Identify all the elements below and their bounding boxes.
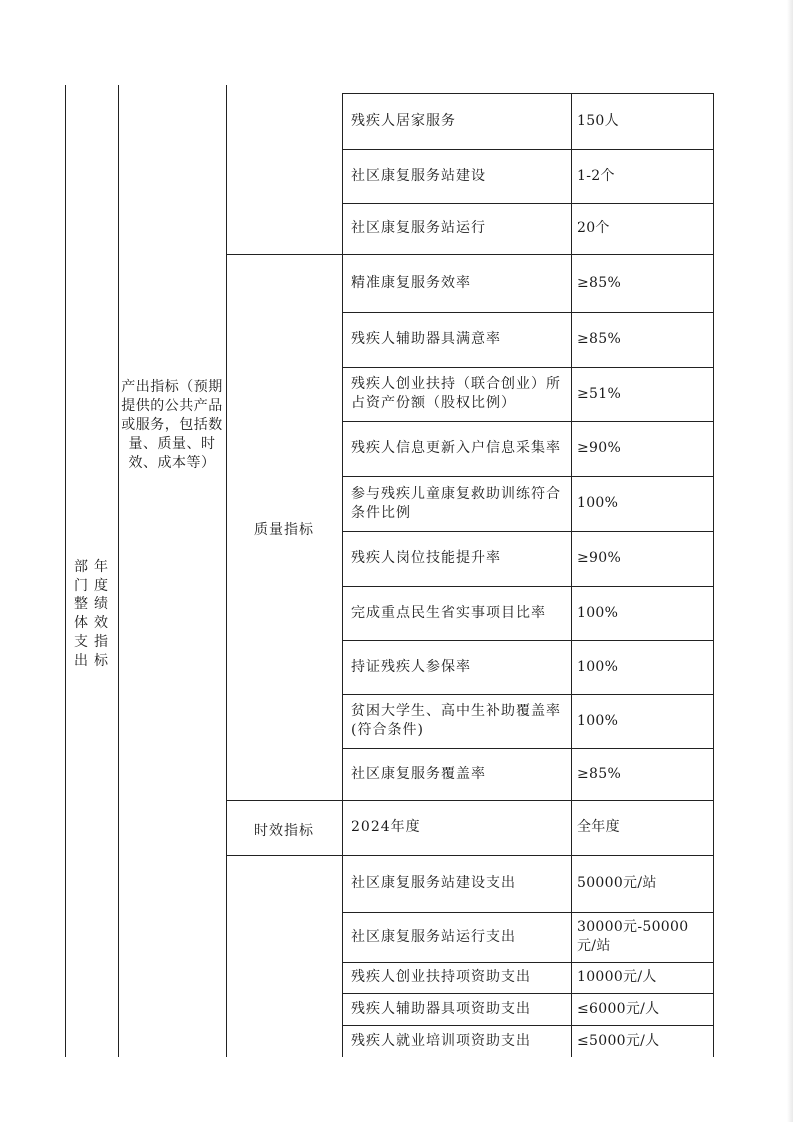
value-cell: 10000元/人 <box>577 969 657 985</box>
indicator-cell: 精准康复服务效率 <box>351 274 471 291</box>
value-cell: ≤5000元/人 <box>577 1032 660 1049</box>
indicator-cell: 残疾人就业培训项资助支出 <box>351 1032 531 1049</box>
indicator-cell: 残疾人居家服务 <box>351 112 456 129</box>
value-cell: 1-2个 <box>577 167 615 184</box>
column-divider-1 <box>118 85 119 1057</box>
table-border-left <box>65 85 66 1057</box>
value-cell: 30000元-50000元/站 <box>577 919 689 954</box>
indicator-cell: 社区康复服务站运行支出 <box>351 928 516 945</box>
indicator-cell: 残疾人岗位技能提升率 <box>351 550 501 566</box>
indicator-cell: 社区康复服务站建设 <box>351 167 486 184</box>
timeliness-indicator-label: 时效指标 <box>254 823 314 839</box>
indicator-cell: 2024年度 <box>351 819 421 835</box>
scan-edge <box>787 0 793 1122</box>
indicator-cell: 完成重点民生省实事项目比率 <box>351 604 546 621</box>
value-cell: 20个 <box>577 220 610 236</box>
indicator-cell: 残疾人创业扶持（联合创业）所占资产份额（股权比例） <box>351 376 561 411</box>
indicator-cell: 残疾人辅助器具项资助支出 <box>351 1000 531 1017</box>
value-cell: ≥51% <box>577 385 622 402</box>
indicator-cell: 贫困大学生、高中生补助覆盖率(符合条件) <box>351 703 561 738</box>
value-cell: 100% <box>577 658 619 675</box>
value-cell: ≥85% <box>577 765 622 782</box>
value-cell: ≥90% <box>577 550 622 566</box>
value-cell: ≤6000元/人 <box>577 1000 660 1017</box>
output-indicator-label: 产出指标（预期提供的公共产品或服务，包括数量、质量、时效、成本等） <box>121 379 223 471</box>
value-cell: ≥90% <box>577 440 622 456</box>
indicator-cell: 残疾人创业扶持项资助支出 <box>351 969 531 985</box>
value-cell: 50000元/站 <box>577 875 657 891</box>
value-cell: ≥85% <box>577 274 622 291</box>
indicator-cell: 社区康复服务站建设支出 <box>351 875 516 891</box>
value-cell: 150人 <box>577 112 619 129</box>
indicator-cell: 社区康复服务站运行 <box>351 220 486 236</box>
indicator-cell: 社区康复服务覆盖率 <box>351 765 486 782</box>
value-cell: ≥85% <box>577 331 622 347</box>
indicator-cell: 残疾人信息更新入户信息采集率 <box>351 440 561 456</box>
indicator-cell: 参与残疾儿童康复救助训练符合条件比例 <box>351 485 561 521</box>
indicator-cell: 残疾人辅助器具满意率 <box>351 331 501 347</box>
value-cell: 100% <box>577 712 619 729</box>
value-cell: 100% <box>577 495 619 511</box>
value-cell: 全年度 <box>577 819 620 835</box>
value-cell: 100% <box>577 604 619 621</box>
annual-performance-label: 年度绩效指标 <box>94 559 108 669</box>
column-divider-2 <box>226 85 227 1057</box>
quality-indicator-label: 质量指标 <box>254 522 314 538</box>
department-expenditure-label: 部门整体支出 <box>74 559 88 669</box>
indicator-cell: 持证残疾人参保率 <box>351 658 471 675</box>
